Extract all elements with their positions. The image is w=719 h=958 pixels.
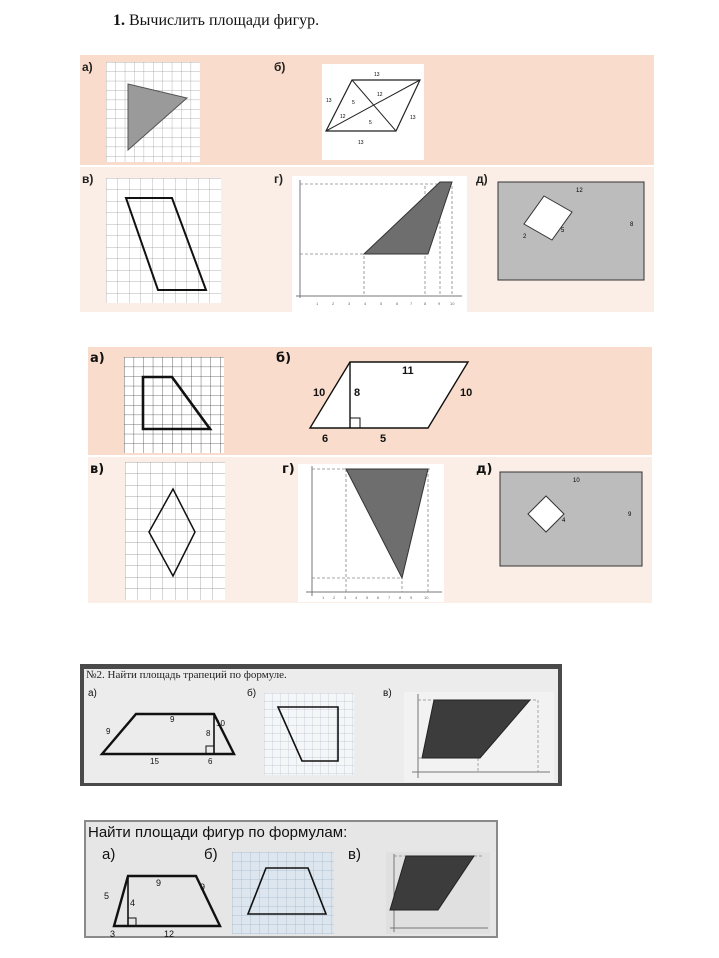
task3-label-v: в) xyxy=(348,846,361,863)
task3-figure-v xyxy=(386,852,490,934)
task3-figure-a xyxy=(100,866,230,938)
task3-label-a: а) xyxy=(102,846,116,863)
block1-label-g: г) xyxy=(274,172,283,186)
task3-label-b: б) xyxy=(204,846,218,863)
d2-num-10: 10 xyxy=(573,478,580,484)
g2-tick: 10 xyxy=(424,595,429,600)
block2-figure-g xyxy=(298,464,444,602)
task2-label-a: а) xyxy=(88,688,97,699)
g-tick: 7 xyxy=(410,301,413,306)
t2-num-6: 6 xyxy=(208,757,213,766)
task2-title: №2. Найти площадь трапеций по формуле. xyxy=(86,669,287,681)
g-tick: 1 xyxy=(316,301,319,306)
block2-label-v: в) xyxy=(90,462,105,477)
task-number: 1. xyxy=(113,12,125,29)
g-tick: 3 xyxy=(348,301,351,306)
g2-tick: 7 xyxy=(388,595,391,600)
task3-figure-b xyxy=(232,852,334,934)
block2-label-a: а) xyxy=(90,351,105,366)
task2-figure-a xyxy=(98,700,248,772)
d2-num-4: 4 xyxy=(562,518,566,524)
task3-title: Найти площади фигур по формулам: xyxy=(88,824,348,841)
t3-num-5: 5 xyxy=(104,891,110,901)
d-num-12: 12 xyxy=(576,188,583,194)
block1-figure-b xyxy=(322,64,424,160)
d2-num-9: 9 xyxy=(628,512,632,518)
t3-num-9b: 9 xyxy=(200,882,206,892)
block1-figure-d xyxy=(498,182,644,280)
block1-figure-v xyxy=(106,178,221,303)
b2-num-11: 11 xyxy=(402,365,414,377)
task2-label-v: в) xyxy=(383,688,392,699)
d-num-8: 8 xyxy=(630,222,634,228)
t2-num-10: 10 xyxy=(216,719,225,728)
t2-num-9a: 9 xyxy=(106,727,111,736)
task-title-text: Вычислить площади фигур. xyxy=(129,12,320,29)
b-num-top: 13 xyxy=(374,72,380,78)
g2-tick: 6 xyxy=(377,595,380,600)
d-num-5: 5 xyxy=(561,228,565,234)
parallelogram-shape xyxy=(310,362,468,428)
b-num-right: 13 xyxy=(410,115,416,121)
b-num-12a: 12 xyxy=(377,92,383,98)
t3-num-4: 4 xyxy=(130,898,136,908)
t2-num-15: 15 xyxy=(150,757,159,766)
g-tick: 6 xyxy=(396,301,399,306)
g-tick: 8 xyxy=(424,301,427,306)
t2-num-8: 8 xyxy=(206,729,211,738)
task2-figure-v xyxy=(404,692,554,782)
g-tick: 10 xyxy=(450,301,455,306)
b2-num-5: 5 xyxy=(380,433,387,445)
g-tick: 5 xyxy=(380,301,383,306)
task-title xyxy=(113,12,319,30)
block2-figure-d xyxy=(500,472,642,566)
block1-figure-g xyxy=(292,176,467,312)
g2-tick: 3 xyxy=(344,595,347,600)
block1-label-v: в) xyxy=(82,172,94,186)
block2-label-d: д) xyxy=(476,462,493,477)
block2-figure-b xyxy=(300,356,490,448)
g-tick: 9 xyxy=(438,301,441,306)
b-num-5a: 5 xyxy=(352,100,355,106)
g2-tick: 4 xyxy=(355,595,358,600)
block1-figure-a xyxy=(106,62,200,162)
g-tick: 2 xyxy=(332,301,335,306)
d-num-2: 2 xyxy=(523,234,527,240)
block1-label-d: д) xyxy=(476,172,488,186)
b2-num-10b: 10 xyxy=(460,387,473,399)
block1-label-b: б) xyxy=(274,60,286,74)
task2-figure-b xyxy=(264,693,354,775)
b2-num-8: 8 xyxy=(354,387,361,399)
block1-label-a: а) xyxy=(82,60,93,74)
block2-label-g: г) xyxy=(282,462,295,477)
g2-tick: 9 xyxy=(410,595,413,600)
b-num-12b: 12 xyxy=(340,114,346,120)
g2-tick: 5 xyxy=(366,595,369,600)
b-num-left: 13 xyxy=(326,98,332,104)
t2-num-9b: 9 xyxy=(170,715,175,724)
g2-tick: 2 xyxy=(333,595,336,600)
block2-figure-a xyxy=(124,357,224,453)
block2-label-b: б) xyxy=(276,351,292,366)
g2-tick: 8 xyxy=(399,595,402,600)
t3-num-9a: 9 xyxy=(156,878,162,888)
g-tick: 4 xyxy=(364,301,367,306)
b2-num-6: 6 xyxy=(322,433,329,445)
b-num-5b: 5 xyxy=(369,120,372,126)
task2-label-b: б) xyxy=(247,688,257,699)
t3-num-12: 12 xyxy=(164,929,175,939)
b2-num-10a: 10 xyxy=(313,387,326,399)
t3-num-3: 3 xyxy=(110,929,116,939)
g2-tick: 1 xyxy=(322,595,325,600)
block2-figure-v xyxy=(125,462,225,600)
b-num-bottom: 13 xyxy=(358,140,364,146)
